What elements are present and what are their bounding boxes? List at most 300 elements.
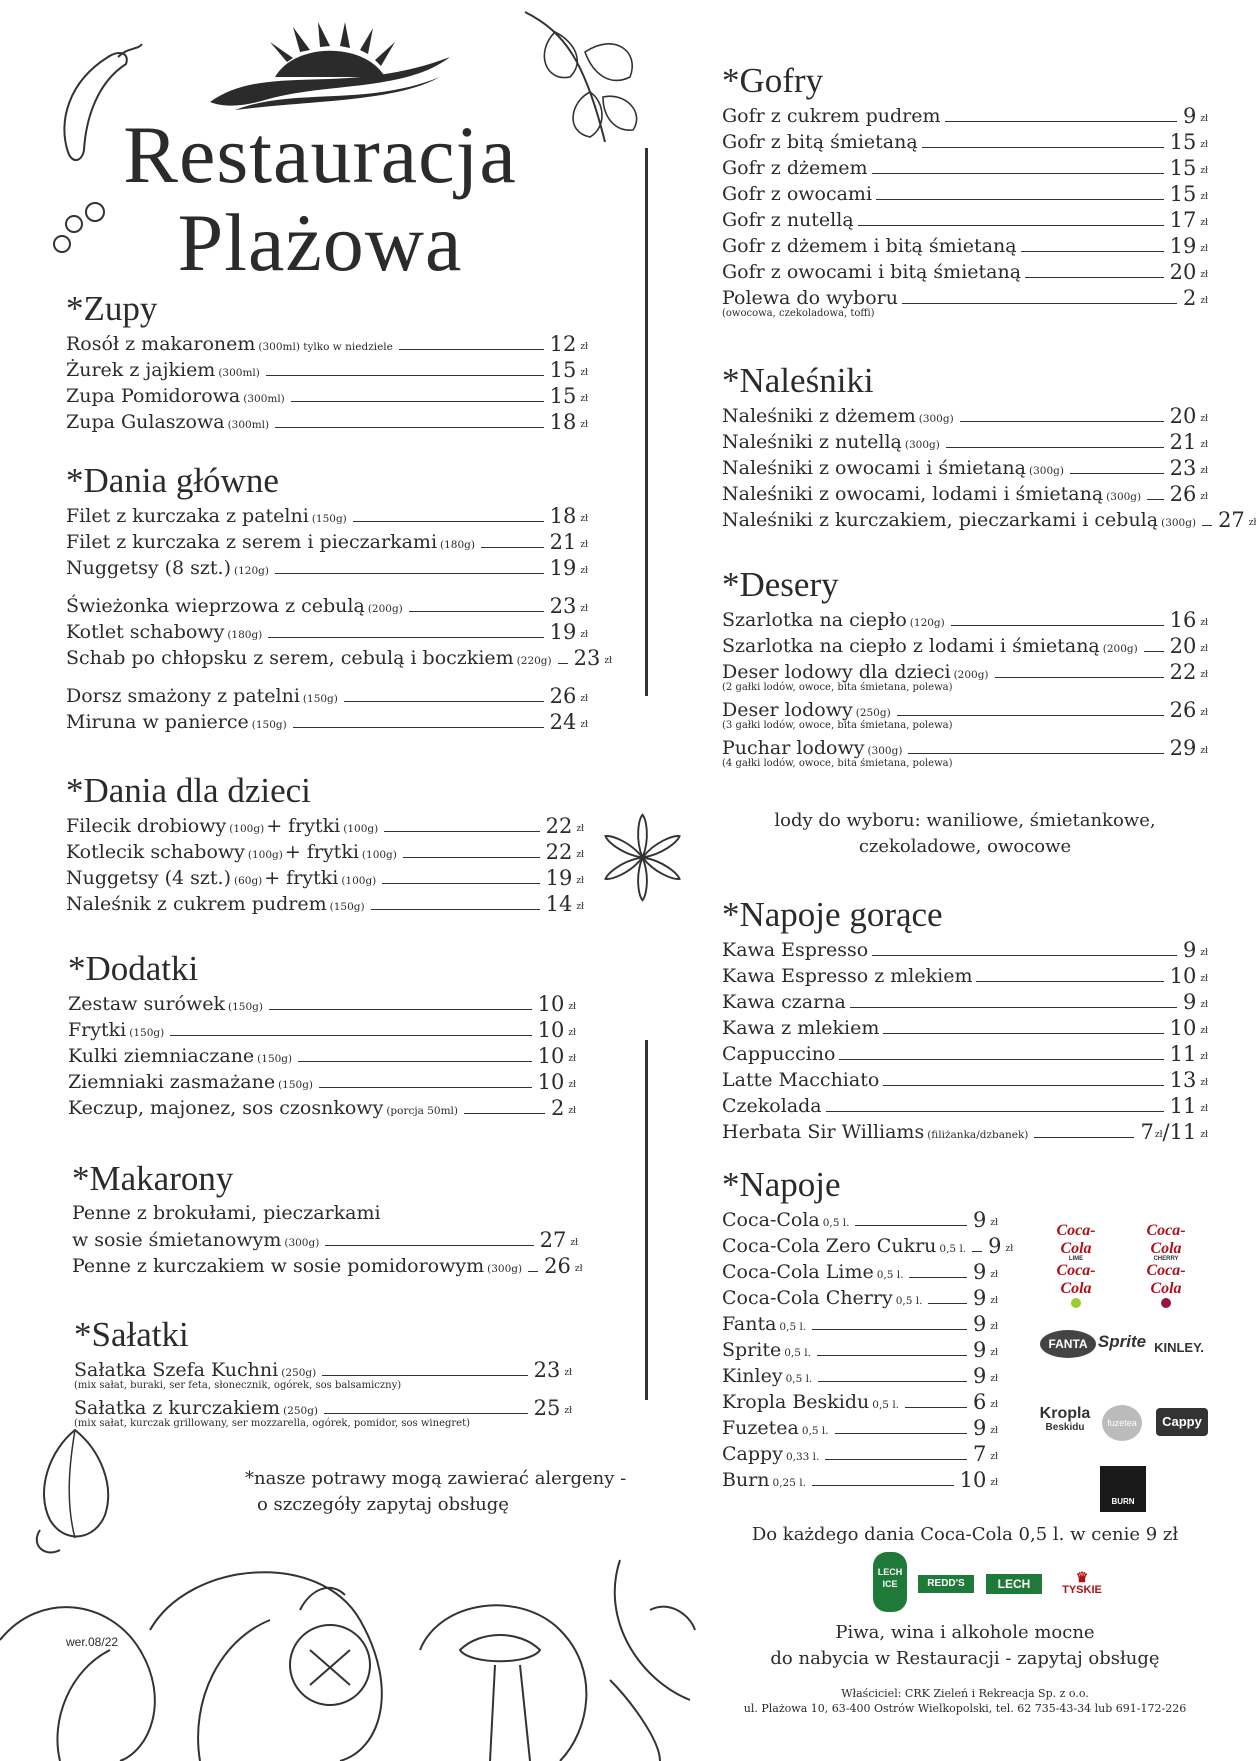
dotted-leader <box>928 1303 967 1304</box>
menu-item-name: Szarlotka na ciepło z lodami i śmietaną <box>722 635 1100 657</box>
allergen-note <box>245 1466 635 1518</box>
menu-item <box>722 1092 1208 1118</box>
menu-item-name: Naleśniki z owocami i śmietaną <box>722 457 1026 479</box>
dotted-leader <box>905 1407 967 1408</box>
menu-item-size: (300g) <box>487 1263 523 1275</box>
version-label: wer.08/22 <box>66 1635 119 1649</box>
menu-item-name: Fuzetea <box>722 1417 799 1439</box>
redds-logo: REDD'S <box>918 1575 974 1593</box>
dotted-leader <box>319 1087 532 1088</box>
menu-item <box>722 1040 1208 1066</box>
menu-item-size: (100g) <box>343 823 379 835</box>
menu-item-price: 11 <box>1169 1094 1197 1118</box>
menu-item-price: 11 <box>1169 1120 1197 1144</box>
dotted-leader <box>1202 525 1212 526</box>
menu-item-size: (300g) <box>1161 517 1197 529</box>
dotted-leader <box>812 1485 954 1486</box>
section-makarony <box>72 1159 583 1278</box>
menu-item-name: Burn <box>722 1469 770 1491</box>
dotted-leader <box>855 1225 966 1226</box>
menu-item-size: (100g) <box>341 875 377 887</box>
menu-item <box>722 1362 998 1388</box>
menu-item <box>722 128 1208 154</box>
menu-item <box>66 528 588 554</box>
menu-item-price: 21 <box>1169 430 1197 454</box>
menu-item-price: 6 <box>972 1390 987 1414</box>
menu-item-name: Naleśniki z nutellą <box>722 431 902 453</box>
icecream-flavours <box>722 808 1208 860</box>
menu-item-size: (250g) <box>855 707 891 719</box>
menu-item <box>722 402 1208 428</box>
menu-item <box>722 1014 1208 1040</box>
dotted-leader <box>908 753 1163 754</box>
currency: zł <box>990 1218 998 1228</box>
menu-item-name: Deser lodowy <box>722 699 853 721</box>
menu-item-size: (200g) <box>953 669 989 681</box>
currency: zł <box>1200 1052 1208 1062</box>
menu-item-price: 27 <box>539 1228 567 1252</box>
dotted-leader <box>324 1413 528 1414</box>
menu-item-name: Coca-Cola Cherry <box>722 1287 893 1309</box>
currency: zł <box>1200 414 1208 424</box>
lech-ice-logo: LECH ICE <box>873 1552 907 1612</box>
menu-item-price: 9 <box>1182 990 1197 1014</box>
column-divider-bottom <box>645 1040 648 1400</box>
menu-item <box>66 382 588 408</box>
menu-item <box>66 502 588 528</box>
dotted-leader <box>976 981 1163 982</box>
menu-item <box>722 632 1208 658</box>
menu-item-name: Gofr z bitą śmietaną <box>722 131 918 153</box>
allergen-note-line1: *nasze potrawy mogą zawierać alergeny - <box>245 1468 627 1489</box>
menu-item <box>722 506 1256 532</box>
menu-item-size: (filiżanka/dzbanek) <box>927 1129 1029 1141</box>
section-salatki <box>74 1316 572 1432</box>
menu-item-size: (150g) <box>129 1027 165 1039</box>
menu-item-price: 29 <box>1169 736 1197 760</box>
menu-item-size: (300ml) tylko w niedziele <box>258 341 393 353</box>
menu-item <box>66 644 613 670</box>
section-napoje-gorace <box>722 896 1208 1144</box>
sprite-logo: Sprite <box>1097 1332 1147 1351</box>
menu-item-name: Cappuccino <box>722 1043 836 1065</box>
coca-cola-logo: Coca-Cola <box>1056 1222 1096 1257</box>
menu-item-name: Czekolada <box>722 1095 822 1117</box>
menu-item-size: 0,5 l. <box>895 1295 923 1307</box>
menu-item-price: 9 <box>972 1416 987 1440</box>
tyskie-logo: ♛ TYSKIE <box>1062 1569 1102 1596</box>
currency: zł <box>990 1374 998 1384</box>
menu-item-note: (owocowa, czekoladowa, toffi) <box>722 308 875 319</box>
menu-item-price: 20 <box>1169 634 1197 658</box>
menu-item-price: 7 <box>972 1442 987 1466</box>
menu-item-name: Nuggetsy (8 szt.) <box>66 557 231 579</box>
currency: zł <box>576 876 584 886</box>
dotted-leader <box>353 521 544 522</box>
menu-item-price: 27 <box>1218 508 1245 532</box>
dotted-leader <box>344 701 544 702</box>
section-dania-glowne <box>66 461 613 734</box>
menu-item-size: (120g) <box>233 565 269 577</box>
menu-item-price: 26 <box>1169 482 1197 506</box>
dotted-leader <box>528 1271 538 1272</box>
menu-item <box>722 1284 998 1310</box>
menu-item <box>66 592 588 618</box>
menu-item-name: Kawa czarna <box>722 991 846 1013</box>
section-dania-dla-dzieci <box>66 772 584 916</box>
menu-item <box>66 838 584 864</box>
menu-item-size: 0,5 l. <box>785 1373 813 1385</box>
menu-item-size: (150g) <box>228 1001 263 1013</box>
currency: zł <box>604 656 613 666</box>
menu-item-price: 19 <box>1169 234 1197 258</box>
currency: zł <box>576 824 584 834</box>
menu-item-price: 18 <box>549 410 577 434</box>
menu-item-name: Kotlecik schabowy <box>66 841 245 863</box>
alcohol-note-line2: do nabycia w Restauracji - zapytaj obsługę <box>770 1648 1160 1669</box>
menu-item-extra: + frytki <box>266 815 341 837</box>
menu-item <box>722 734 1208 760</box>
menu-item-size: (100g) <box>229 823 265 835</box>
menu-item-size: (150g) <box>278 1079 314 1091</box>
menu-item-size: (300g) <box>867 745 903 757</box>
menu-item-size: (300g) <box>918 413 954 425</box>
currency: zł <box>568 1002 576 1012</box>
menu-item-name: Sałatka Szefa Kuchni <box>74 1359 279 1381</box>
menu-item-name: Puchar lodowy <box>722 737 865 759</box>
currency: zł <box>576 902 584 912</box>
menu-item <box>722 428 1208 454</box>
menu-item-name: Gofr z cukrem pudrem <box>722 105 941 127</box>
section-title: *Gofry <box>722 61 824 100</box>
menu-item-price: 9 <box>972 1208 987 1232</box>
dotted-leader <box>275 427 543 428</box>
menu-item-price: 26 <box>1169 698 1197 722</box>
currency: zł <box>1200 244 1208 254</box>
menu-item-size: (220g) <box>516 655 552 667</box>
menu-item <box>66 554 588 580</box>
menu-item <box>722 1336 998 1362</box>
dotted-leader <box>558 663 568 664</box>
menu-item-note: (2 gałki lodów, owoce, bita śmietana, polewa) <box>722 682 953 693</box>
currency: zł <box>1005 1244 1014 1254</box>
dotted-leader <box>872 173 1164 174</box>
menu-item-size: (120g) <box>909 617 945 629</box>
currency: zł <box>1200 492 1208 502</box>
burn-logo: BURN <box>1100 1466 1146 1512</box>
menu-item-name: Gofr z dżemem i bitą śmietaną <box>722 235 1017 257</box>
dotted-leader <box>876 199 1164 200</box>
currency: zł <box>1200 296 1208 306</box>
menu-item <box>66 330 588 356</box>
menu-item-name: Sałatka z kurczakiem <box>74 1397 281 1419</box>
menu-item-name: Miruna w panierce <box>66 711 249 733</box>
dotted-leader <box>883 1033 1163 1034</box>
currency: zł <box>568 1028 576 1038</box>
menu-item-name: Frytki <box>68 1019 127 1041</box>
menu-item-price: 23 <box>573 646 601 670</box>
menu-item-price: 11 <box>1169 1042 1197 1066</box>
menu-item-size: 0,25 l. <box>772 1477 806 1489</box>
dotted-leader <box>298 1061 531 1062</box>
currency: zł <box>568 1054 576 1064</box>
menu-item-name: Gofr z dżemem <box>722 157 868 179</box>
menu-item <box>722 696 1208 722</box>
menu-item <box>722 480 1208 506</box>
dotted-leader <box>1025 277 1164 278</box>
currency: zł <box>990 1426 998 1436</box>
star-anise-icon <box>595 810 690 905</box>
dotted-leader <box>825 1459 967 1460</box>
menu-item-extra: + frytki <box>284 841 359 863</box>
section-title: *Napoje <box>722 1165 841 1204</box>
menu-item-size: 0,5 l. <box>872 1399 900 1411</box>
dotted-leader <box>275 573 544 574</box>
section-title: *Napoje gorące <box>722 895 943 934</box>
menu-item-price: 13 <box>1169 1068 1197 1092</box>
currency: zł <box>580 342 588 352</box>
menu-item-price: 19 <box>545 866 573 890</box>
menu-item <box>72 1252 583 1278</box>
menu-item-price: 10 <box>537 1018 565 1042</box>
menu-item-name: Gofr z owocami <box>722 183 873 205</box>
menu-item <box>722 936 1208 962</box>
menu-item-size: (150g) <box>257 1053 293 1065</box>
column-divider-top <box>645 148 648 696</box>
menu-item <box>68 1042 576 1068</box>
dotted-leader <box>902 303 1177 304</box>
menu-item <box>722 102 1208 128</box>
menu-item <box>722 1066 1208 1092</box>
menu-item <box>722 1258 998 1284</box>
menu-item-name: Dorsz smażony z patelni <box>66 685 300 707</box>
dotted-leader <box>835 1433 967 1434</box>
menu-item-price: 9 <box>972 1312 987 1336</box>
fanta-logo: FANTA <box>1040 1330 1096 1358</box>
menu-item <box>66 812 584 838</box>
menu-item-size: (180g) <box>440 539 475 551</box>
menu-item <box>66 682 588 708</box>
icecream-line2: czekoladowe, owocowe <box>858 836 1072 857</box>
menu-item-price: 23 <box>1169 456 1197 480</box>
dotted-leader <box>817 1355 967 1356</box>
menu-item-price: 23 <box>549 594 577 618</box>
menu-item-size: (300ml) <box>243 393 285 405</box>
menu-item-name: Deser lodowy dla dzieci <box>722 661 951 683</box>
menu-item-price: 14 <box>545 892 573 916</box>
menu-item <box>722 1440 998 1466</box>
menu-item-size: (150g) <box>329 901 365 913</box>
menu-item-name: Kotlet schabowy <box>66 621 225 643</box>
menu-item <box>722 284 1208 310</box>
menu-item-size: (300g) <box>284 1237 320 1249</box>
currency: zł <box>1200 1130 1208 1140</box>
currency: zł <box>1200 270 1208 280</box>
menu-item-size: (300ml) <box>218 367 260 379</box>
menu-item-name: Penne z kurczakiem w sosie pomidorowym <box>72 1255 485 1277</box>
alcohol-note-line1: Piwa, wina i alkohole mocne <box>835 1622 1095 1643</box>
currency: zł <box>580 394 588 404</box>
menu-item-name: Penne z brokułami, pieczarkami <box>72 1202 381 1224</box>
restaurant-title-line1: Restauracja <box>123 109 517 200</box>
dotted-leader <box>909 1277 966 1278</box>
dotted-leader <box>1144 651 1164 652</box>
menu-item-name: Szarlotka na ciepło <box>722 609 907 631</box>
currency: zł <box>580 630 588 640</box>
menu-item-size: 0,5 l. <box>939 1243 967 1255</box>
dotted-leader <box>481 547 544 548</box>
cappy-logo: Cappy <box>1156 1408 1208 1436</box>
dotted-leader <box>293 727 544 728</box>
menu-item-price: 16 <box>1169 608 1197 632</box>
currency: zł <box>1200 618 1208 628</box>
menu-item-name: Filet z kurczaka z patelni <box>66 505 309 527</box>
menu-item-name: Latte Macchiato <box>722 1069 880 1091</box>
menu-item-name: Kawa z mlekiem <box>722 1017 880 1039</box>
menu-item-price: 10 <box>537 1070 565 1094</box>
menu-item-name: Kawa Espresso <box>722 939 869 961</box>
currency: zł <box>990 1452 998 1462</box>
menu-item <box>722 988 1208 1014</box>
menu-item-name: Filecik drobiowy <box>66 815 227 837</box>
menu-item-size: (150g) <box>302 693 338 705</box>
menu-item <box>722 180 1208 206</box>
coca-cola-zero-logo: Coca-Cola <box>1146 1222 1186 1257</box>
section-title: *Dodatki <box>68 949 199 988</box>
currency: zł <box>1200 708 1208 718</box>
dotted-leader <box>883 1085 1163 1086</box>
menu-item-name: Kropla Beskidu <box>722 1391 870 1413</box>
menu-item-size: (100g) <box>247 849 283 861</box>
menu-item-name: Gofr z owocami i bitą śmietaną <box>722 261 1022 283</box>
currency: zł <box>1200 166 1208 176</box>
currency: zł <box>580 720 588 730</box>
menu-item-price: 9 <box>1182 938 1197 962</box>
menu-item-price: 15 <box>549 384 577 408</box>
menu-item-size: (300g) <box>1029 465 1064 477</box>
currency: zł <box>1200 192 1208 202</box>
currency: zł <box>1200 746 1208 756</box>
dotted-leader <box>946 447 1164 448</box>
dotted-leader <box>972 1251 982 1252</box>
menu-item-price: 22 <box>545 840 573 864</box>
currency: zł <box>568 1106 576 1116</box>
dotted-leader <box>850 1007 1177 1008</box>
section-desery <box>722 566 1208 772</box>
menu-item-name: Ziemniaki zasmażane <box>68 1071 276 1093</box>
menu-item-name: Zestaw surówek <box>68 993 225 1015</box>
dotted-leader <box>945 121 1177 122</box>
spacer <box>66 670 588 682</box>
menu-item <box>722 1388 998 1414</box>
menu-item-size: 0,33 l. <box>785 1451 820 1463</box>
menu-item-name: Naleśniki z dżemem <box>722 405 916 427</box>
menu-item-size: 0,5 l. <box>784 1347 811 1359</box>
menu-item-name: Filet z kurczaka z serem i pieczarkami <box>66 531 438 553</box>
menu-item <box>722 1310 998 1336</box>
dotted-leader <box>922 147 1164 148</box>
dotted-leader <box>269 1009 532 1010</box>
currency: zł <box>580 514 588 524</box>
menu-item-size: 0,5 l. <box>822 1217 850 1229</box>
section-title: *Makarony <box>72 1159 234 1198</box>
allergen-note-line2: o szczegóły zapytaj obsługę <box>257 1494 509 1515</box>
menu-item-price: 9 <box>972 1338 987 1362</box>
dotted-leader <box>995 677 1164 678</box>
dotted-leader <box>812 1329 967 1330</box>
currency: zł <box>580 540 588 550</box>
menu-item-price: 10 <box>1169 964 1197 988</box>
menu-item-name: Naleśnik z cukrem pudrem <box>66 893 327 915</box>
menu-item-price: 10 <box>537 992 565 1016</box>
menu-item <box>722 258 1208 284</box>
menu-item-price: 9 <box>972 1364 987 1388</box>
menu-item <box>66 408 588 434</box>
menu-item-note: (3 gałki lodów, owoce, bita śmietana, polewa) <box>722 720 953 731</box>
menu-item-name: Gofr z nutellą <box>722 209 854 231</box>
dotted-leader <box>897 715 1164 716</box>
dotted-leader <box>951 625 1164 626</box>
currency: zł <box>1200 440 1208 450</box>
menu-item <box>722 1232 1014 1258</box>
sun-wave-logo <box>205 22 455 112</box>
section-title: *Dania główne <box>66 461 279 500</box>
menu-item-price: 9 <box>1182 104 1197 128</box>
currency: zł <box>1248 518 1256 528</box>
dotted-leader <box>322 1375 527 1376</box>
dotted-leader <box>371 909 540 910</box>
menu-item-price: 2 <box>550 1096 565 1120</box>
currency: zł <box>574 1264 583 1274</box>
menu-item-price: 9 <box>972 1286 987 1310</box>
menu-item-size: (100g) <box>361 849 397 861</box>
currency: zł <box>1200 114 1208 124</box>
menu-item-price: 20 <box>1169 260 1197 284</box>
icecream-line1: lody do wyboru: waniliowe, śmietankowe, <box>774 810 1156 831</box>
dotted-leader <box>409 611 544 612</box>
menu-item-size: (300ml) <box>227 419 270 431</box>
menu-item-size: (250g) <box>283 1405 319 1417</box>
price-separator: / <box>1162 1120 1170 1144</box>
currency: zł <box>570 1238 578 1248</box>
menu-item-name: Schab po chłopsku z serem, cebulą i boczkiem <box>66 647 514 669</box>
menu-item-size: 0,5 l. <box>801 1425 829 1437</box>
dotted-leader <box>464 1113 545 1114</box>
dotted-leader <box>839 1059 1163 1060</box>
currency: zł <box>1200 644 1208 654</box>
menu-item-price: 24 <box>549 710 577 734</box>
currency: zł <box>580 566 588 576</box>
menu-item <box>68 1068 576 1094</box>
currency: zł <box>1154 1130 1163 1140</box>
kinley-logo: KINLEY. <box>1154 1340 1204 1355</box>
menu-item-size: (150g) <box>251 719 287 731</box>
menu-item-name: Zupa Pomidorowa <box>66 385 241 407</box>
menu-item-price: 15 <box>1169 130 1197 154</box>
restaurant-title-line2: Plażowa <box>177 197 463 288</box>
dotted-leader <box>382 883 539 884</box>
currency: zł <box>1200 948 1208 958</box>
menu-item <box>722 1118 1208 1144</box>
menu-item-name: Kulki ziemniaczane <box>68 1045 255 1067</box>
menu-item-price: 26 <box>549 684 577 708</box>
menu-item-name: Kawa Espresso z mlekiem <box>722 965 973 987</box>
dotted-leader <box>818 1381 967 1382</box>
menu-item-size: (250g) <box>281 1367 317 1379</box>
menu-item <box>66 890 584 916</box>
menu-item-price: 26 <box>544 1254 571 1278</box>
menu-item-name: Nuggetsy (4 szt.) <box>66 867 231 889</box>
